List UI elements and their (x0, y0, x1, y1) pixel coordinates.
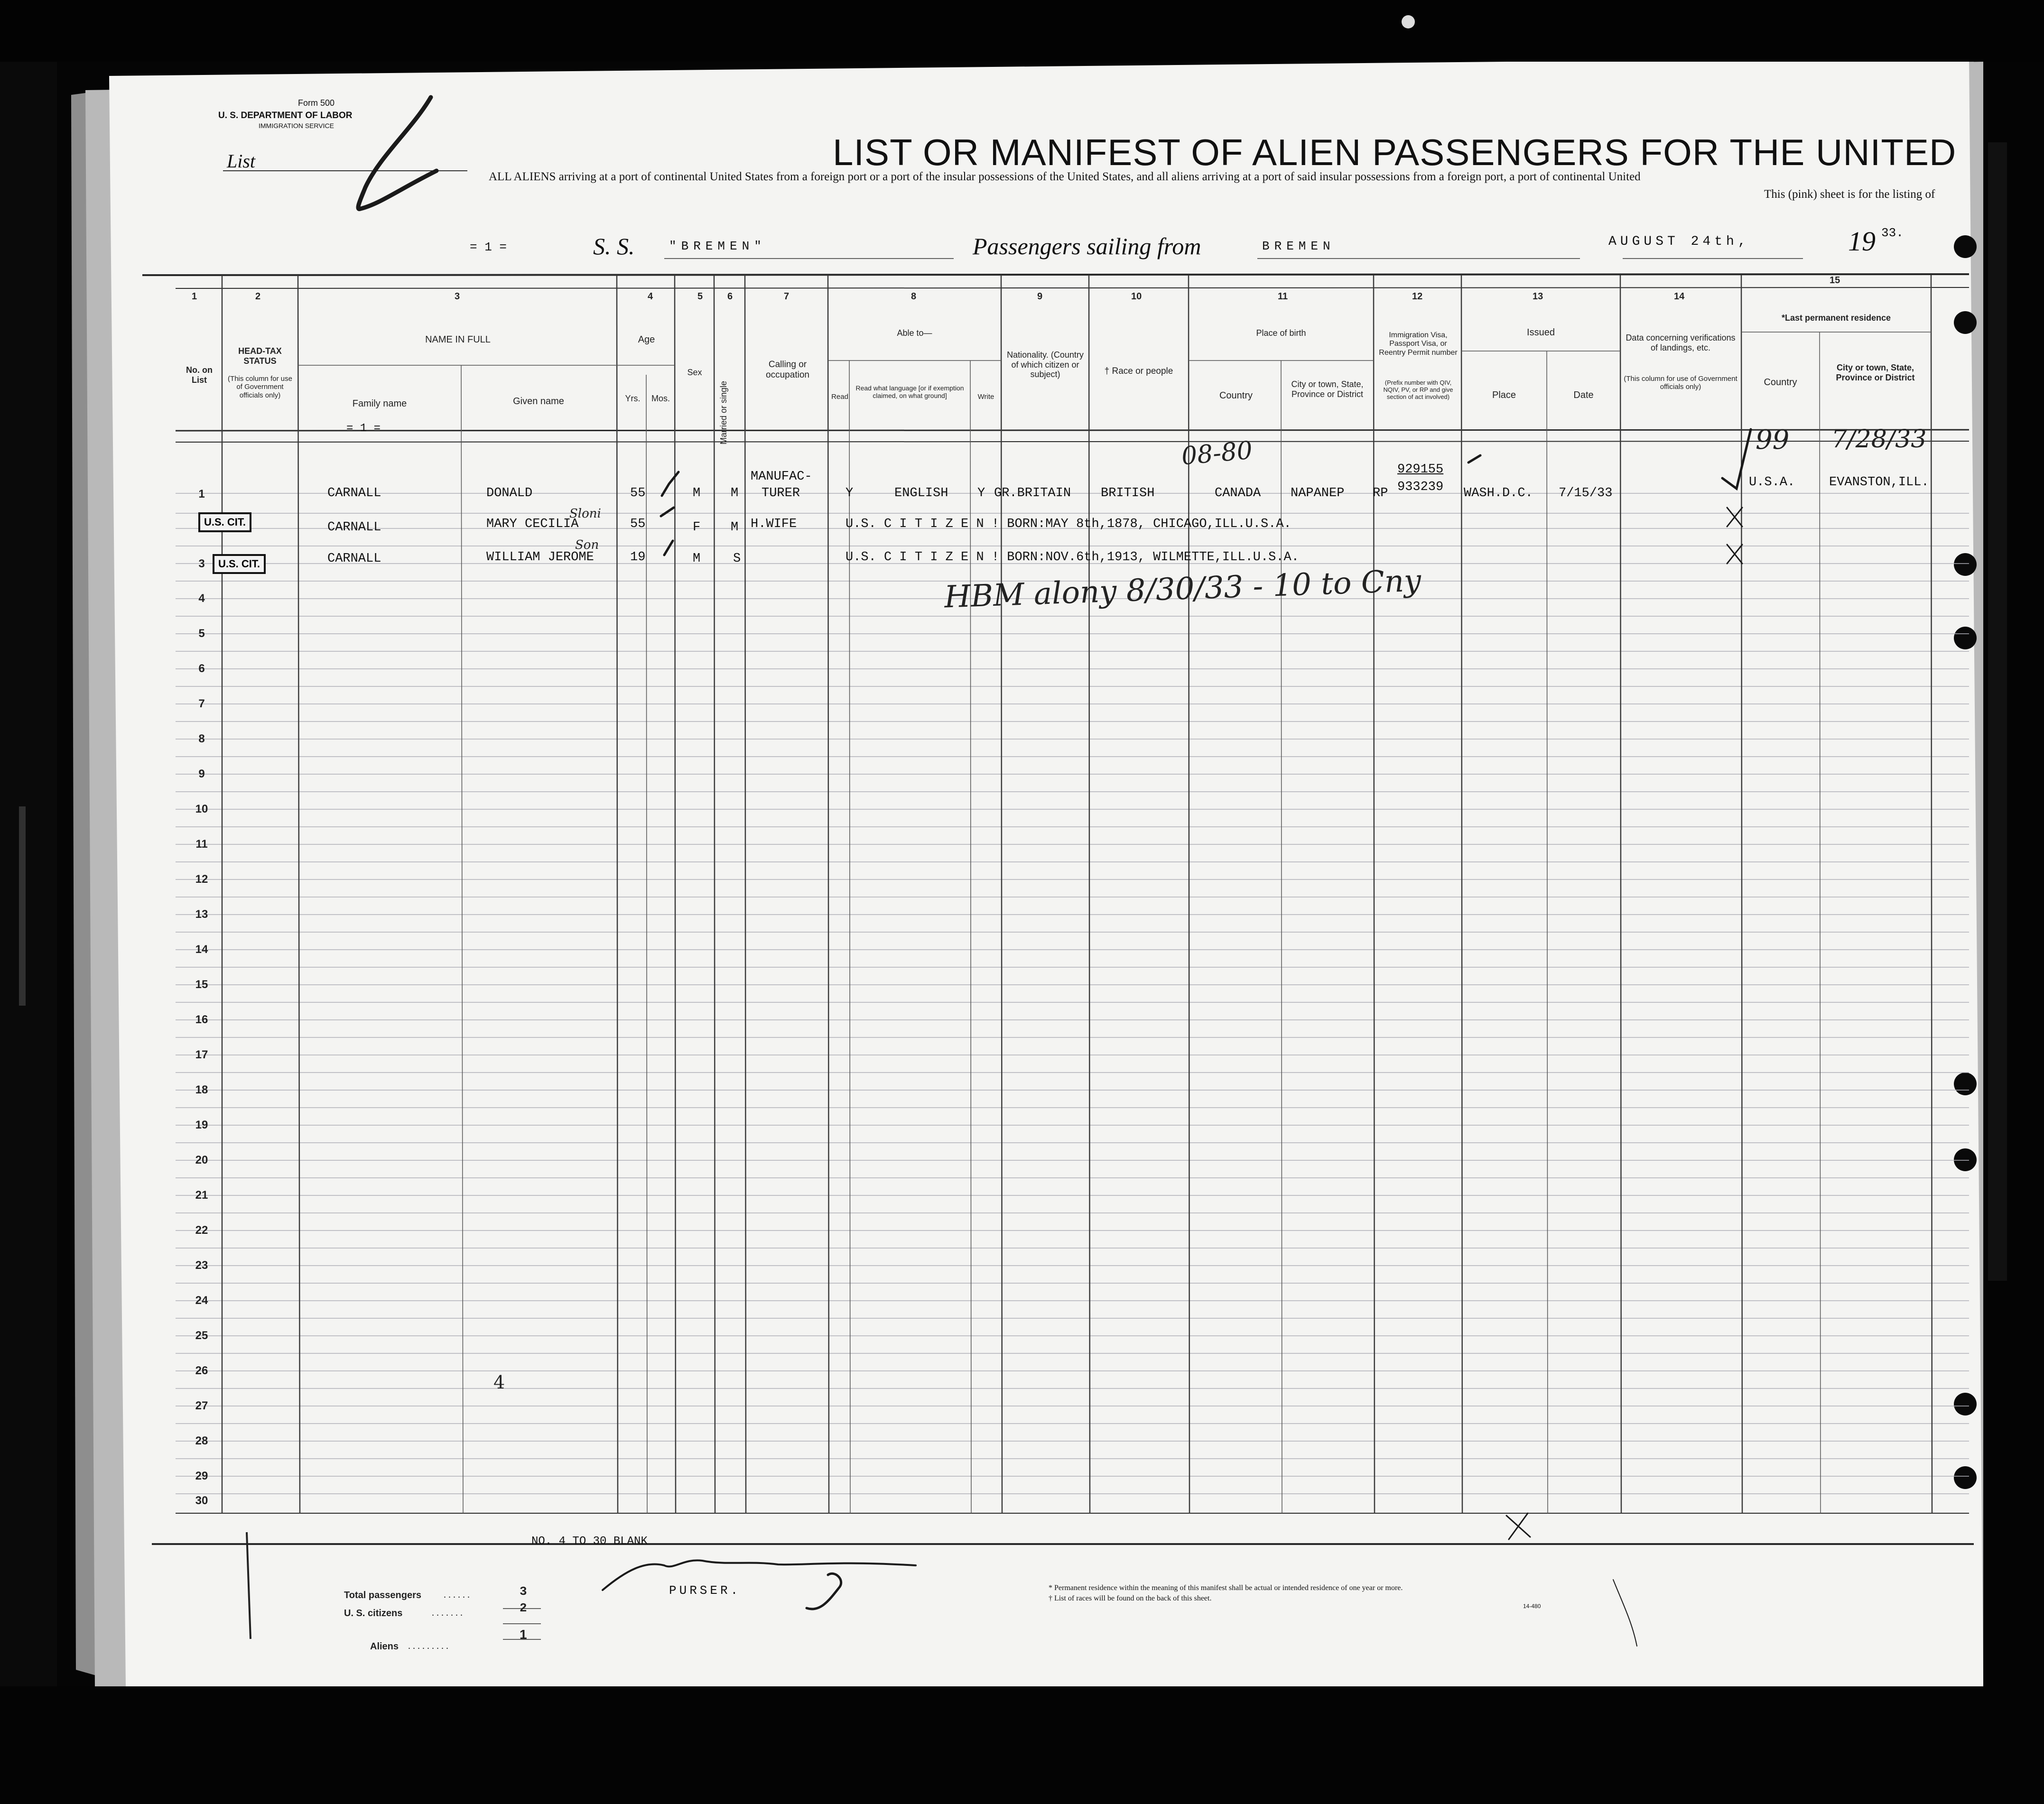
sailing-date: AUGUST 24th, (1608, 234, 1750, 249)
row-number: 29 (195, 1470, 208, 1482)
header-birth-city: City or town, State, Province or District (1291, 379, 1364, 399)
race: BRITISH (1101, 486, 1155, 500)
row-number: 11 (195, 838, 208, 851)
handwritten-visa-mark: 08-80 (1180, 436, 1254, 471)
column-number: 4 (648, 291, 653, 302)
column-number: 15 (1830, 275, 1840, 286)
total-passengers-dots: . . . . . . (444, 1590, 470, 1600)
issued-date: 7/15/33 (1559, 486, 1613, 500)
header-no-on-list: No. on List (186, 365, 213, 385)
header-last-residence: *Last permanent residence (1781, 313, 1891, 323)
column-number: 10 (1131, 291, 1142, 302)
row-number: 14 (195, 943, 208, 956)
occupation: H.WIFE (751, 517, 797, 531)
column-number: 12 (1412, 291, 1423, 302)
family-name: CARNALL (327, 552, 381, 566)
issued-place: WASH.D.C. (1464, 486, 1533, 500)
header-verification: Data concerning verifications of landings, etc. (1626, 333, 1736, 352)
header-calling: Calling or occupation (766, 360, 809, 380)
header-nationality: Nationality. (Country of which citizen or subject) (1007, 350, 1084, 379)
header-place-of-birth: Place of birth (1256, 328, 1306, 338)
header-head-tax: HEAD-TAX STATUS (238, 346, 282, 366)
given-name: WILLIAM JEROME (486, 550, 594, 564)
column-number: 6 (727, 291, 733, 302)
given-name: DONALD (486, 486, 533, 500)
row-number: 17 (195, 1048, 208, 1061)
header-name-in-full: NAME IN FULL (425, 334, 491, 345)
row-number: 22 (195, 1224, 208, 1237)
manifest-instructions-2: This (pink) sheet is for the listing of (1764, 188, 1935, 201)
row-number: 9 (198, 768, 205, 780)
row-number: 26 (195, 1364, 208, 1377)
row-number: 24 (195, 1294, 208, 1307)
header-able-to: Able to— (897, 328, 932, 338)
header-residence-country: Country (1764, 377, 1797, 388)
row-number: 3 (198, 557, 205, 570)
row-number: 8 (198, 732, 205, 745)
sailing-year-prefix: 19 (1848, 226, 1876, 257)
citizen-note: U.S. C I T I Z E N ! BORN:MAY 8th,1878, CHICAGO,ILL.U.S.A. (845, 517, 1291, 531)
us-citizens-value: 2 (520, 1601, 527, 1615)
aliens-value: 1 (520, 1627, 527, 1642)
marital-status: S (733, 552, 741, 566)
header-list-marker: = 1 = (346, 422, 381, 435)
footnote-race-list: † List of races will be found on the back of this sheet. (1049, 1594, 1212, 1602)
residence-country: U.S.A. (1749, 475, 1795, 490)
row-number: 6 (198, 662, 205, 675)
header-age: Age (638, 334, 655, 345)
column-number: 2 (255, 291, 261, 302)
aliens-dots: . . . . . . . . . (408, 1641, 448, 1651)
header-read: Read (831, 393, 848, 401)
column-number: 14 (1674, 291, 1685, 302)
form-code: 14-480 (1523, 1603, 1541, 1610)
us-citizen-stamp: U.S. CIT. (213, 554, 266, 574)
read-language: ENGLISH (894, 486, 948, 500)
us-citizens-label: U. S. citizens (344, 1608, 403, 1619)
birth-city: NAPANEP (1291, 486, 1345, 500)
blank-rows-note: NO. 4 TO 30 BLANK (531, 1535, 648, 1548)
visa-number: 933239 (1397, 480, 1444, 494)
nationality: GR.BRITAIN (994, 486, 1071, 500)
family-name: CARNALL (327, 486, 381, 500)
row-number: 16 (195, 1013, 208, 1026)
column-number: 3 (455, 291, 460, 302)
header-family-name: Family name (352, 398, 407, 409)
row-number: 13 (195, 908, 208, 921)
visa-number: 929155 (1397, 463, 1444, 477)
us-citizen-stamp: U.S. CIT. (198, 512, 251, 532)
form-number: Form 500 (298, 98, 335, 108)
age-years: 55 (630, 486, 646, 500)
row-number: 27 (195, 1399, 208, 1412)
header-visa: Immigration Visa, Passport Visa, or Reentry Permit number (1379, 331, 1458, 357)
row-number: 20 (195, 1154, 208, 1166)
ship-name: "BREMEN" (669, 239, 766, 253)
header-sex: Sex (687, 368, 702, 377)
row-number: 7 (198, 697, 205, 710)
header-age-mos: Mos. (651, 394, 670, 403)
aliens-label: Aliens (370, 1641, 399, 1652)
column-number: 8 (911, 291, 917, 302)
row-number: 19 (195, 1119, 208, 1131)
manifest-title: LIST OR MANIFEST OF ALIEN PASSENGERS FOR THE UNITED (833, 131, 1957, 173)
row-number: 5 (198, 627, 205, 640)
handwritten-row4-note: HBM alony 8/30/33 - 10 to Cny (944, 563, 1422, 615)
row-number: 25 (195, 1329, 208, 1342)
row-number: 21 (195, 1189, 208, 1202)
age-years: 19 (630, 550, 646, 564)
department-label: U. S. DEPARTMENT OF LABOR (218, 111, 353, 120)
header-head-tax-note: (This column for use of Government officials only) (228, 375, 292, 399)
row-number: 4 (198, 592, 205, 605)
row-number: 15 (195, 978, 208, 991)
voyage-list-marker: = 1 = (470, 240, 507, 254)
us-citizens-dots: . . . . . . . (432, 1608, 463, 1618)
given-name: MARY CECILIA (486, 517, 579, 531)
header-verification-note: (This column for use of Government officials only) (1624, 375, 1737, 391)
marital-status: M (731, 520, 739, 535)
column-number: 7 (784, 291, 790, 302)
marital-status: M (731, 486, 739, 500)
header-write: Write (977, 393, 994, 401)
footnote-permanent-residence: * Permanent residence within the meaning of this manifest shall be actual or intended residence of one year or more. (1049, 1584, 1403, 1592)
list-label: List (227, 150, 256, 172)
visa-prefix: RP (1373, 486, 1388, 500)
sex: F (693, 520, 701, 535)
column-number: 1 (192, 291, 197, 302)
can-read: Y (845, 486, 854, 500)
header-issued-date: Date (1573, 390, 1594, 400)
age-years: 55 (630, 517, 646, 531)
handwritten-residence-mark: 99 (1756, 425, 1790, 455)
handwritten-residence-date: 7/28/33 (1831, 425, 1927, 453)
row-number: 1 (198, 488, 205, 500)
header-residence-city: City or town, State, Province or District (1836, 363, 1915, 382)
sailing-year-suffix: 33. (1881, 226, 1904, 240)
row-number: 18 (195, 1083, 208, 1096)
row-number: 30 (195, 1494, 208, 1507)
birth-country: CANADA (1215, 486, 1261, 500)
header-read-language: Read what language [or if exemption claimed, on what ground] (855, 384, 964, 400)
sex: M (693, 486, 701, 500)
total-passengers-value: 3 (520, 1584, 527, 1599)
citizen-note: U.S. C I T I Z E N ! BORN:NOV.6th,1913, WILMETTE,ILL.U.S.A. (845, 550, 1299, 564)
column-number: 13 (1533, 291, 1543, 302)
residence-city: EVANSTON,ILL. (1829, 475, 1929, 490)
column-number: 5 (697, 291, 703, 302)
header-issued-place: Place (1492, 390, 1516, 400)
total-passengers-label: Total passengers (344, 1590, 422, 1600)
sex: M (693, 552, 701, 566)
row-number: 28 (195, 1434, 208, 1447)
purser-label: PURSER. (669, 1583, 741, 1598)
service-label: IMMIGRATION SERVICE (259, 122, 334, 130)
occupation: MANUFAC- (751, 470, 812, 484)
header-given-name: Given name (513, 396, 564, 407)
manifest-instructions-1: ALL ALIENS arriving at a port of continental United States from a foreign port or a port of the insular possessions of the United States, and all aliens arriving at a port of said insular possessions from a foreign port, a port of continental United (489, 170, 1641, 183)
handwritten-name-note: Sloni (569, 507, 601, 521)
handwritten-name-note: Son (575, 538, 599, 552)
column-number: 11 (1278, 291, 1288, 302)
stray-number: 4 (493, 1372, 505, 1393)
column-number: 9 (1037, 291, 1043, 302)
header-race: † Race or people (1104, 366, 1173, 376)
sailing-from-label: Passengers sailing from (973, 233, 1201, 259)
family-name: CARNALL (327, 520, 381, 535)
row-number: 23 (195, 1259, 208, 1272)
header-visa-note: (Prefix number with QIV, NQIV, PV, or RP and give section of act involved) (1383, 379, 1453, 400)
header-birth-country: Country (1219, 390, 1253, 401)
row-number: 10 (195, 803, 208, 815)
occupation: TURER (762, 486, 800, 500)
departure-port: BREMEN (1262, 239, 1335, 253)
ss-label: S. S. (593, 233, 635, 259)
header-issued: Issued (1527, 327, 1555, 338)
can-write: Y (977, 486, 985, 500)
header-married: Married or single (719, 380, 728, 445)
row-number: 12 (195, 873, 208, 886)
header-age-yrs: Yrs. (625, 394, 641, 403)
